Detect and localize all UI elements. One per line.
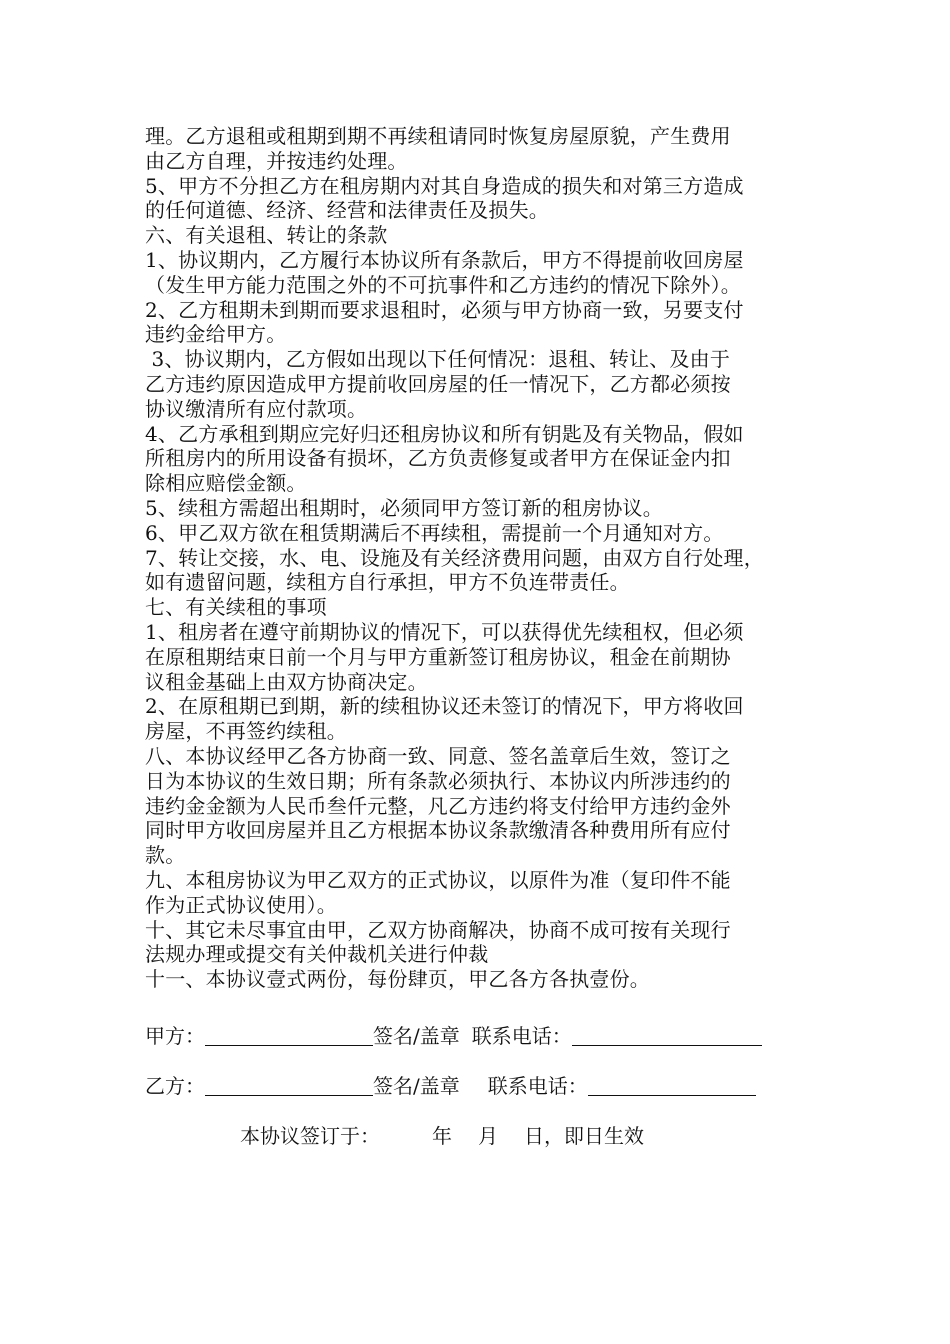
- text-line: 4、乙方承租到期应完好归还租房协议和所有钥匙及有关物品，假如: [145, 421, 744, 446]
- phone-label: 联系电话：: [487, 1074, 588, 1098]
- text-line: 7、转让交接，水、电、设施及有关经济费用问题，由双方自行处理，: [145, 545, 764, 570]
- year-label: 年: [432, 1124, 452, 1148]
- text-line: 违约金金额为人民币叁仟元整，凡乙方违约将支付给甲方违约金外: [145, 793, 731, 818]
- section-heading: 九、本租房协议为甲乙双方的正式协议，以原件为准（复印件不能: [145, 867, 731, 892]
- text-line: 款。: [145, 843, 186, 868]
- text-line: 6、甲乙双方欲在租赁期满后不再续租，需提前一个月通知对方。: [145, 520, 724, 545]
- text-line: 作为正式协议使用）。: [145, 892, 337, 917]
- text-line: 5、甲方不分担乙方在租房期内对其自身造成的损失和对第三方造成: [145, 173, 744, 198]
- section-heading: 六、有关退租、转让的条款: [145, 223, 388, 248]
- contract-body: [145, 124, 825, 992]
- party-b-name-blank[interactable]: [205, 1075, 373, 1096]
- text-line: 房屋，不再签约续租。: [145, 719, 347, 744]
- text-line: 违约金给甲方。: [145, 322, 287, 347]
- text-line: 所租房内的所用设备有损坏，乙方负责修复或者甲方在保证金内扣: [145, 446, 731, 471]
- text-line: 的任何道德、经济、经营和法律责任及损失。: [145, 198, 549, 223]
- party-b-label: 乙方：: [145, 1074, 205, 1098]
- party-b-phone-blank[interactable]: [588, 1075, 756, 1096]
- phone-label: 联系电话：: [471, 1024, 572, 1048]
- party-a-signature-row: [145, 1020, 762, 1049]
- section-heading: 十一、本协议壹式两份，每份肆页，甲乙各方各执壹份。: [145, 967, 650, 992]
- text-line: 议租金基础上由双方协商决定。: [145, 669, 428, 694]
- text-line: 2、在原租期已到期，新的续租协议还未签订的情况下，甲方将收回: [145, 694, 744, 719]
- text-line: 除相应赔偿金额。: [145, 471, 307, 496]
- signing-date-row: [240, 1120, 644, 1149]
- section-heading: 七、有关续租的事项: [145, 595, 327, 620]
- text-line: 乙方违约原因造成甲方提前收回房屋的任一情况下，乙方都必须按: [145, 371, 731, 396]
- text-line: 同时甲方收回房屋并且乙方根据本协议条款缴清各种费用所有应付: [145, 818, 731, 843]
- text-line: （发生甲方能力范围之外的不可抗事件和乙方违约的情况下除外）。: [145, 272, 741, 297]
- text-line: 协议缴清所有应付款项。: [145, 396, 368, 421]
- party-b-signature-row: [145, 1070, 756, 1099]
- text-line: 法规办理或提交有关仲裁机关进行仲裁: [145, 942, 489, 967]
- text-line: 1、租房者在遵守前期协议的情况下，可以获得优先续租权，但必须: [145, 619, 744, 644]
- sign-seal-label: 签名/盖章: [373, 1074, 460, 1098]
- sign-seal-label: 签名/盖章: [373, 1024, 460, 1048]
- party-a-name-blank[interactable]: [205, 1025, 373, 1046]
- text-line: 5、续租方需超出租期时，必须同甲方签订新的租房协议。: [145, 495, 663, 520]
- text-line: 由乙方自理，并按违约处理。: [145, 148, 408, 173]
- section-heading: 八、本协议经甲乙各方协商一致、同意、签名盖章后生效，签订之: [145, 743, 731, 768]
- text-line: 在原租期结束日前一个月与甲方重新签订租房协议，租金在前期协: [145, 644, 731, 669]
- date-prefix: 本协议签订于：: [240, 1124, 380, 1148]
- text-line: 1、协议期内，乙方履行本协议所有条款后，甲方不得提前收回房屋: [145, 247, 744, 272]
- text-line: 3、协议期内，乙方假如出现以下任何情况：退租、转让、及由于: [145, 347, 731, 372]
- text-line: 2、乙方租期未到期而要求退租时，必须与甲方协商一致，另要支付: [145, 297, 744, 322]
- section-heading: 十、其它未尽事宜由甲，乙双方协商解决，协商不成可按有关现行: [145, 917, 731, 942]
- text-line: 如有遗留问题，续租方自行承担，甲方不负连带责任。: [145, 570, 630, 595]
- party-a-label: 甲方：: [145, 1024, 205, 1048]
- day-effective-label: 日，即日生效: [524, 1124, 644, 1148]
- text-line: 日为本协议的生效日期；所有条款必须执行、本协议内所涉违约的: [145, 768, 731, 793]
- month-label: 月: [478, 1124, 498, 1148]
- text-line: 理。乙方退租或租期到期不再续租请同时恢复房屋原貌，产生费用: [145, 124, 731, 148]
- party-a-phone-blank[interactable]: [572, 1025, 762, 1046]
